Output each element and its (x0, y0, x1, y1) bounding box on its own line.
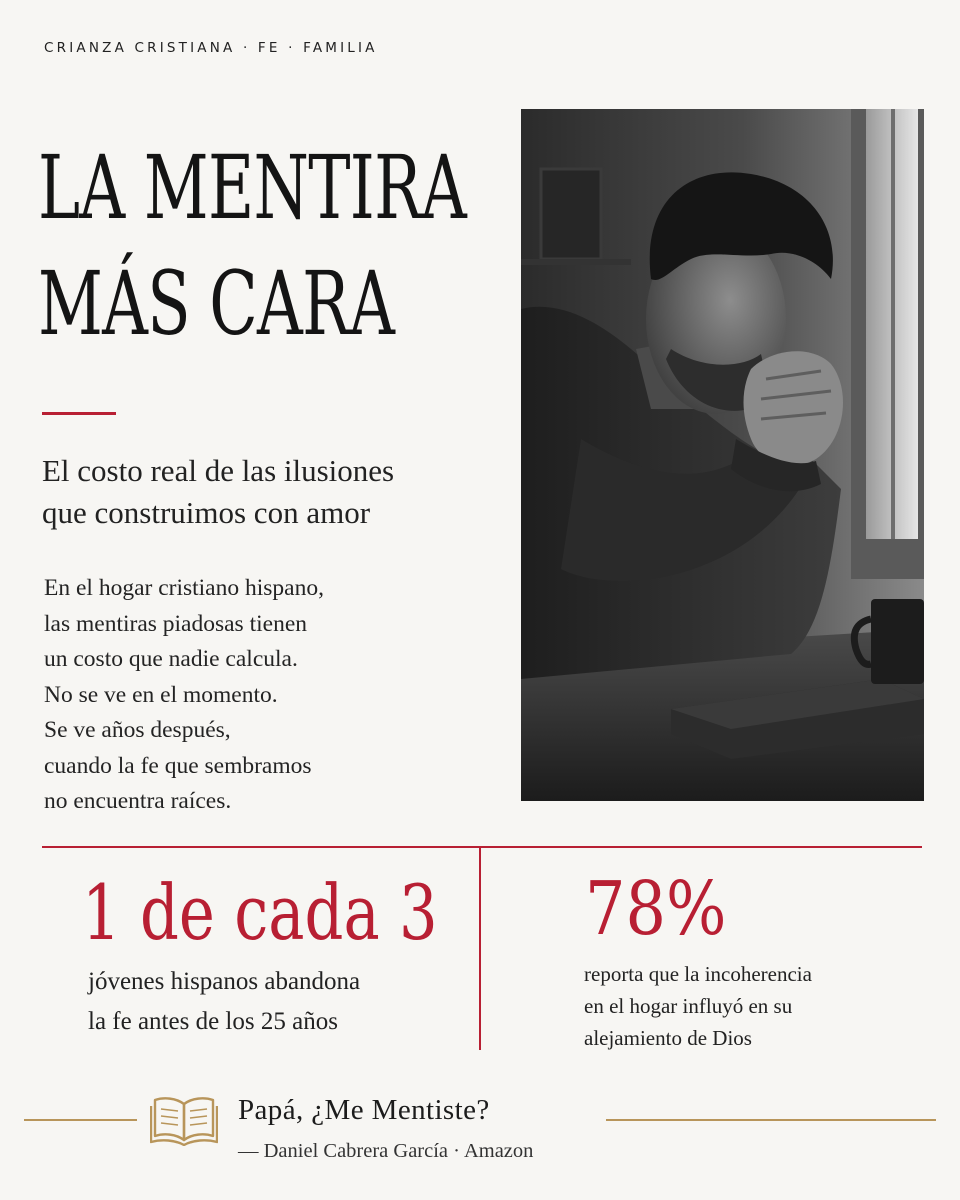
kicker: CRIANZA CRISTIANA · FE · FAMILIA (44, 40, 378, 56)
footer-rule-left (24, 1119, 137, 1121)
stat-2-description (584, 958, 812, 1054)
headline (38, 130, 467, 362)
subtitle (42, 450, 512, 534)
body-line-5: Se ve años después, (44, 717, 231, 743)
body-line-2: las mentiras piadosas tienen (44, 610, 307, 637)
stat-1-line-2: la fe antes de los 25 años (88, 1008, 338, 1035)
open-book-icon (150, 1094, 218, 1146)
stat-1-line-1: jóvenes hispanos abandona (88, 968, 361, 995)
body-line-1: En el hogar cristiano hispano, (44, 575, 324, 601)
body-line-4: No se ve en el momento. (44, 681, 278, 708)
subtitle-line-1: El costo real de las ilusiones (42, 453, 395, 488)
footer-rule-right (606, 1119, 936, 1121)
stat-1-description (88, 962, 360, 1042)
accent-rule (42, 412, 116, 415)
praying-man-photo (521, 109, 924, 801)
book-title: Papá, ¿Me Mentiste? (238, 1094, 490, 1126)
subtitle-line-2: que construimos con amor (42, 495, 371, 530)
body-text (44, 571, 504, 820)
stat-2-line-1: reporta que la incoherencia (584, 962, 812, 986)
stat-1-value: 1 de cada 3 (82, 868, 438, 957)
headline-line-1: LA MENTIRA (38, 136, 467, 239)
stat-2-line-3: alejamiento de Dios (584, 1026, 752, 1050)
stat-2-line-2: en el hogar influyó en su (584, 994, 793, 1018)
stats-top-rule (42, 846, 922, 848)
body-line-3: un costo que nadie calcula. (44, 646, 298, 672)
book-author: — Daniel Cabrera García · Amazon (238, 1140, 534, 1162)
headline-line-2: MÁS CARA (38, 252, 395, 355)
body-line-7: no encuentra raíces. (44, 788, 232, 814)
stat-2-value: 78% (585, 866, 727, 952)
stats-divider (479, 846, 481, 1050)
body-line-6: cuando la fe que sembramos (44, 752, 312, 779)
